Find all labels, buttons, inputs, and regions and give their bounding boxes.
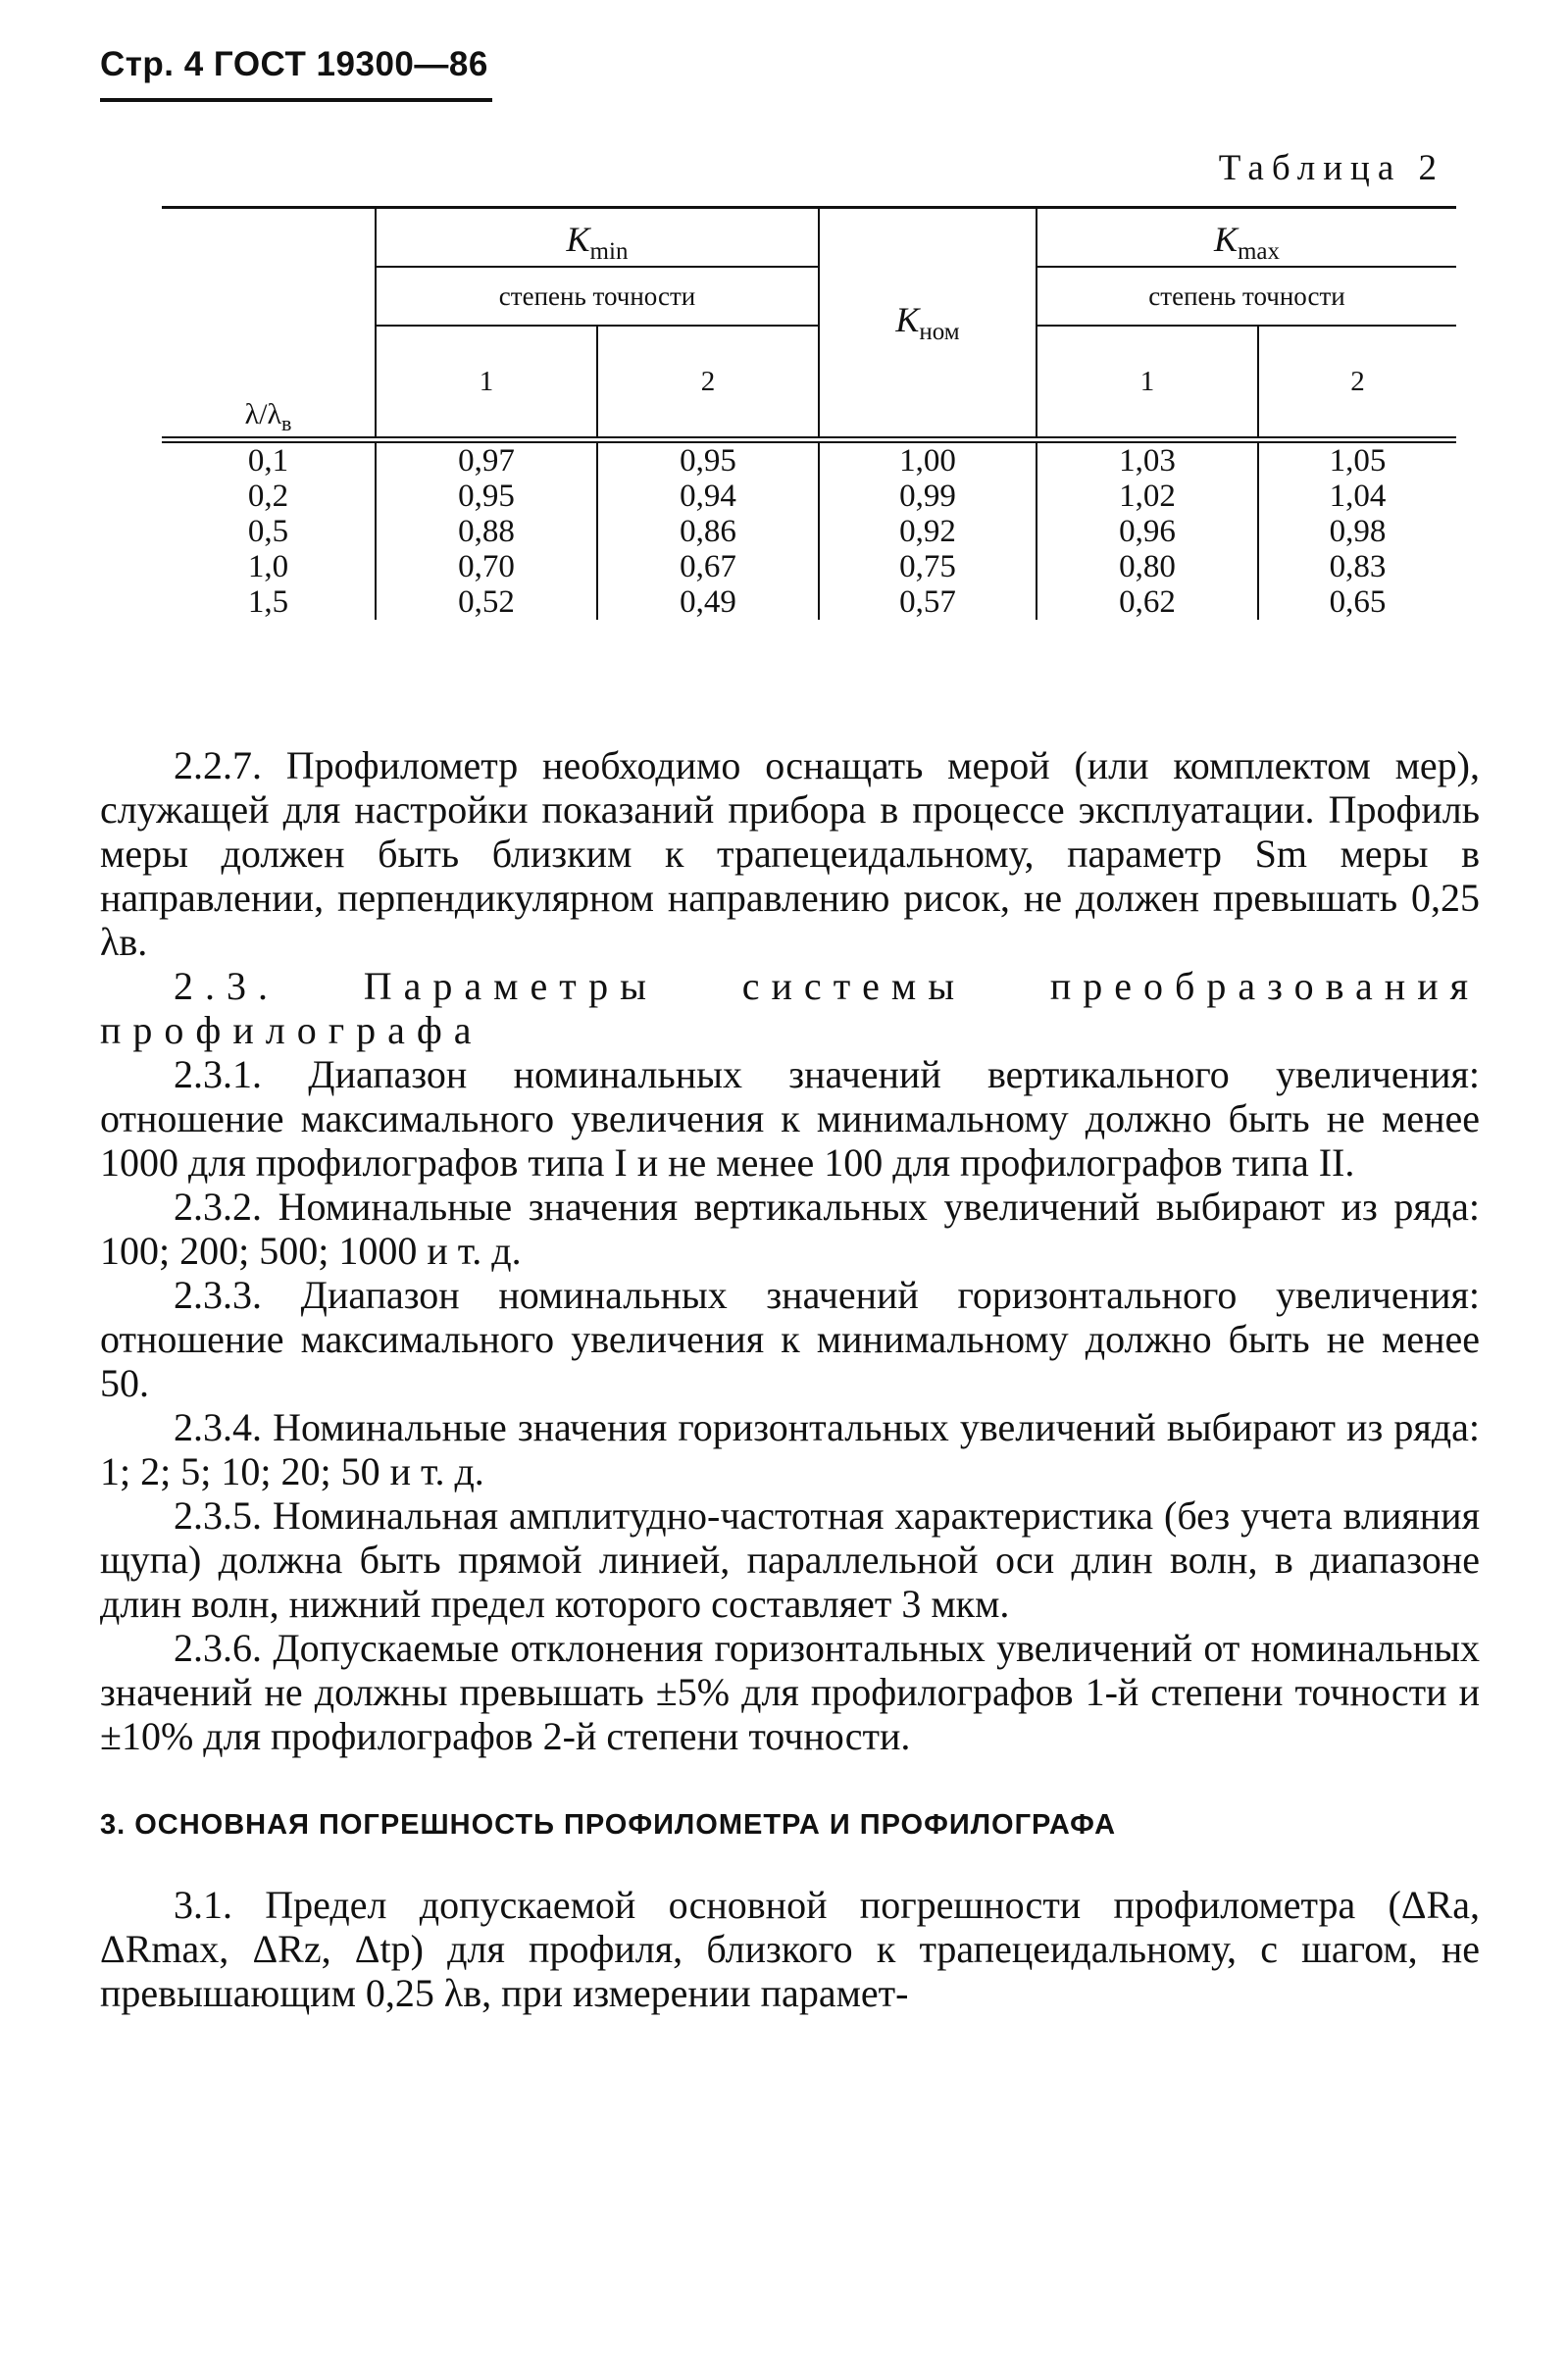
table-cell: 0,80 (1119, 549, 1176, 584)
table-cell: 1,00 (899, 443, 956, 479)
document-body (100, 743, 1480, 2015)
table-cell: 0,62 (1119, 584, 1176, 620)
paragraph-2-3-1: 2.3.1. Диапазон номинальных значений вертикального увеличения: отношение максимального увеличения к минимальному должно быть не менее 1000 для профилографов типа I и не менее 100 для профилографов типа II. (100, 1052, 1480, 1185)
paragraph-3-1: 3.1. Предел допускаемой основной погрешности профилометра (ΔRa, ΔRmax, ΔRz, Δtp) для профиля, близкого к трапецеидальному, с шагом, не превышающим 0,25 λв, при измерении парамет- (100, 1883, 1480, 2015)
table-caption: Таблица 2 (1218, 148, 1444, 188)
table-cell: 0,88 (458, 514, 515, 549)
header-kmax-accuracy: степень точности (1037, 267, 1456, 326)
table-cell: 0,99 (899, 479, 956, 514)
table-cell: 0,95 (680, 443, 736, 479)
header-knom: $K_{ном}$ (819, 208, 1037, 440)
paragraph-2-2-7: 2.2.7. Профилометр необходимо оснащать мерой (или комплектом мер), служащей для настройки показаний прибора в процессе эксплуатации. Профиль меры должен быть близким к трапецеидальному, параметр Sm меры в направлении, перпендикулярном направлению рисок, не должен превышать 0,25 λв. (100, 743, 1480, 964)
page-label: Стр. 4 ГОСТ 19300—86 (100, 45, 488, 83)
paragraph-2-3-2: 2.3.2. Номинальные значения вертикальных увеличений выбирают из ряда: 100; 200; 500; 1000 и т. д. (100, 1185, 1480, 1273)
header-kmin-grade-2: 2 (597, 326, 819, 440)
table-cell: 0,95 (458, 479, 515, 514)
table-cell: 0,94 (680, 479, 736, 514)
table-cell: 0,83 (1329, 549, 1387, 584)
table-cell: 0,92 (899, 514, 956, 549)
table-cell: 1,5 (247, 584, 289, 620)
table-body-row (162, 440, 1456, 621)
table-cell: 1,02 (1119, 479, 1176, 514)
table-cell: 1,04 (1329, 479, 1387, 514)
header-kmin-grade-1: 1 (376, 326, 597, 440)
paragraph-2-3-5: 2.3.5. Номинальная амплитудно-частотная характеристика (без учета влияния щупа) должна быть прямой линией, параллельной оси длин волн, в диапазоне длин волн, нижний предел которого составляет 3 мкм. (100, 1493, 1480, 1626)
table-cell: 0,75 (899, 549, 956, 584)
table-cell: 1,05 (1329, 443, 1387, 479)
header-kmin-accuracy: степень точности (376, 267, 819, 326)
section-3-title: 3. ОСНОВНАЯ ПОГРЕШНОСТЬ ПРОФИЛОМЕТРА И ПРОФИЛОГРАФА (100, 1809, 1117, 1841)
header-kmax-grade-2: 2 (1258, 326, 1456, 440)
column-knom (819, 440, 1037, 621)
header-kmax: $K_{max}$ (1037, 208, 1456, 268)
column-kmin-grade-1 (376, 440, 597, 621)
column-kmin-grade-2 (597, 440, 819, 621)
column-kmax-grade-2 (1258, 440, 1456, 621)
paragraph-2-3-3: 2.3.3. Диапазон номинальных значений горизонтального увеличения: отношение максимального увеличения к минимальному должно быть не менее 50. (100, 1273, 1480, 1405)
table-cell: 0,2 (247, 479, 289, 514)
header-kmin: $K_{min}$ (376, 208, 819, 268)
table-cell: 1,03 (1119, 443, 1176, 479)
coefficients-table (162, 206, 1456, 620)
table-cell: 0,67 (680, 549, 736, 584)
paragraph-2-3-6: 2.3.6. Допускаемые отклонения горизонтальных увеличений от номинальных значений не должны превышать ±5% для профилографов 1-й степени точности и ±10% для профилографов 2-й степени точности. (100, 1626, 1480, 1758)
paragraph-2-3-4: 2.3.4. Номинальные значения горизонтальных увеличений выбирают из ряда: 1; 2; 5; 10; 20; 50 и т. д. (100, 1405, 1480, 1493)
page-header (100, 45, 488, 84)
column-lambda-values (162, 440, 376, 621)
column-kmax-grade-1 (1037, 440, 1258, 621)
table-cell: 0,52 (458, 584, 515, 620)
table-cell: 0,98 (1329, 514, 1387, 549)
table-cell: 0,57 (899, 584, 956, 620)
table-cell: 0,70 (458, 549, 515, 584)
table-cell: 0,1 (247, 443, 289, 479)
table-cell: 0,97 (458, 443, 515, 479)
header-lambda-ratio: $\lambda/\lambda_в$ (244, 398, 292, 435)
table-cell: 0,49 (680, 584, 736, 620)
subsection-heading-2-3: 2.3. Параметры системы преобразования профилографа (100, 964, 1480, 1052)
header-kmax-grade-1: 1 (1037, 326, 1258, 440)
table-cell: 0,86 (680, 514, 736, 549)
header-rule (100, 98, 492, 102)
table-cell: 0,5 (247, 514, 289, 549)
table-cell: 1,0 (247, 549, 289, 584)
table-cell: 0,96 (1119, 514, 1176, 549)
table-cell: 0,65 (1329, 584, 1387, 620)
